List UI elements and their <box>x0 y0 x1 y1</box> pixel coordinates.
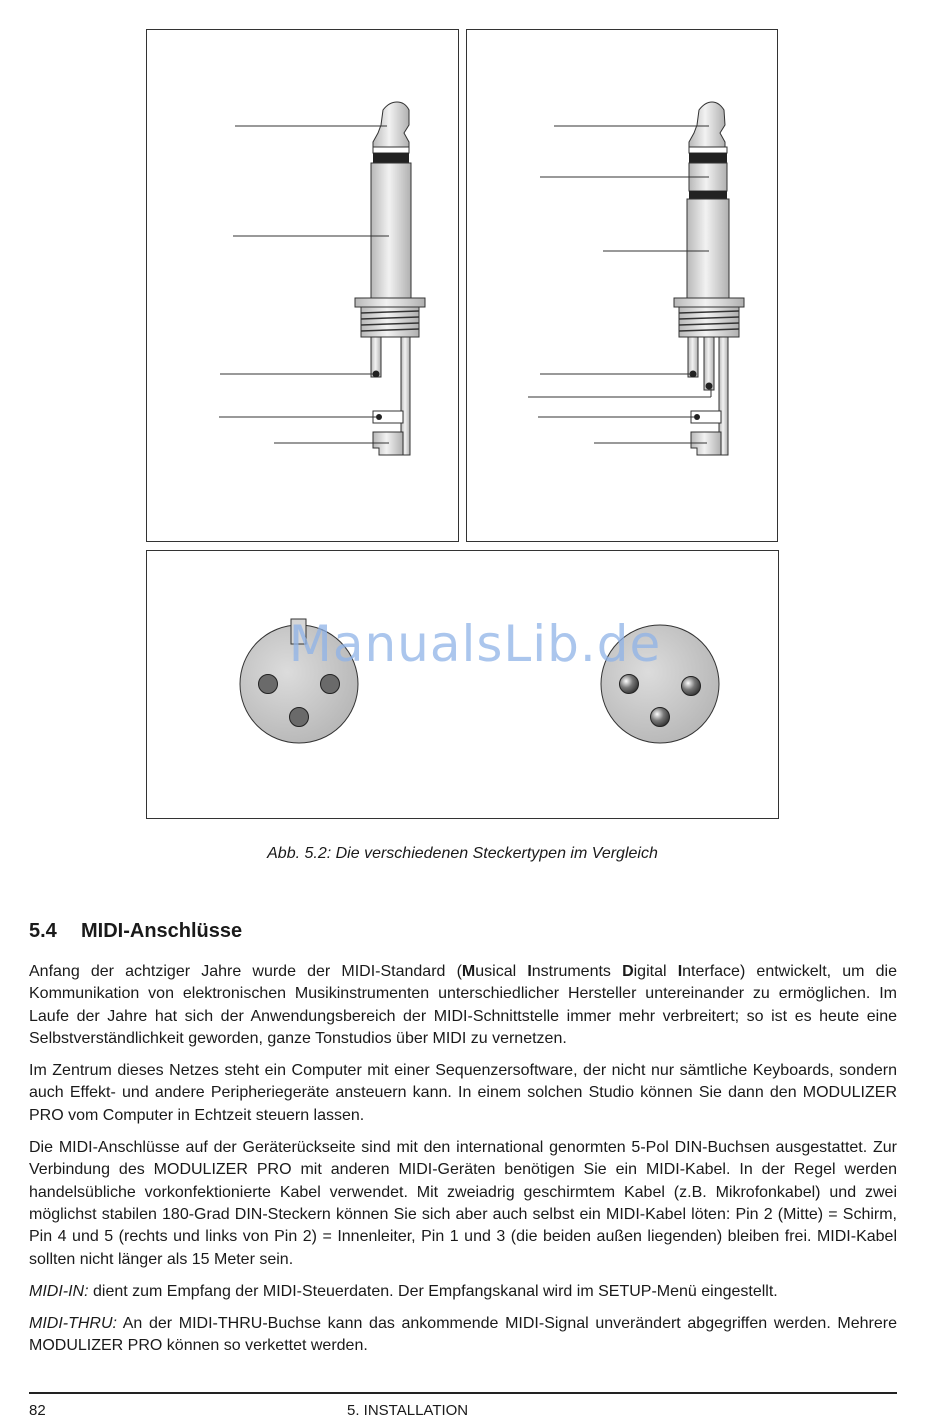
collar <box>674 298 744 307</box>
midi-in-text: dient zum Empfang der MIDI-Steuerdaten. Der Empfangskanal wird im SETUP-Menü eingestellt. <box>88 1282 778 1300</box>
leader-lines <box>528 126 711 443</box>
chapter-title: 5. INSTALLATION <box>347 1402 469 1419</box>
xlr-female-socket-1 <box>259 675 278 694</box>
black-insulator-1 <box>689 153 727 163</box>
black-insulator <box>373 153 409 163</box>
stereo-jack-drawing <box>467 30 779 543</box>
xlr-male-pin-3 <box>651 708 670 727</box>
midi-in-label: MIDI-IN: <box>29 1282 89 1300</box>
leader-lines <box>219 126 389 443</box>
footer-rule <box>29 1392 897 1394</box>
xlr-male-pin-1 <box>620 675 639 694</box>
p1-text-c: nstruments <box>531 963 623 980</box>
p1-text-a: Anfang der achtziger Jahre wurde der MIDI-Standard ( <box>29 963 462 980</box>
paragraph-1 <box>29 961 897 1050</box>
black-insulator-2 <box>689 191 727 199</box>
mono-jack-drawing <box>147 30 460 543</box>
section-number: 5.4 <box>29 920 57 942</box>
p1-bold-i2: I <box>677 963 683 980</box>
p1-bold-m: M <box>461 963 476 980</box>
paragraph-midi-thru <box>29 1313 897 1358</box>
sleeve <box>371 163 411 298</box>
mono-jack-diagram <box>146 29 459 542</box>
section-heading <box>29 920 242 943</box>
paragraph-3: Die MIDI-Anschlüsse auf der Geräterückseite sind mit den international genormten 5-Pol DIN-Buchsen ausgestattet. Zur Verbindung des MODULIZER PRO mit anderen MIDI-Geräten benötigen Sie ein MIDI-Kabel. In der Regel werden handelsübliche vorkonfektionierte Kabel verwendet. Mit zweiadrig geschirmtem Kabel (z.B. Mikrofonkabel) und zwei möglichst stabilen 180-Grad DIN-Steckern können Sie sich aber auch selbst ein MIDI-Kabel löten: Pin 2 (Mitte) = Schirm, Pin 4 und 5 (rechts und links von Pin 2) = Innenleiter, Pin 1 und 3 (die beiden außen liegenden) bleiben frei. MIDI-Kabel sollten nicht länger als 15 Meter sein. <box>29 1139 897 1268</box>
insulator-ring <box>373 147 409 153</box>
p1-bold-i: I <box>527 963 532 980</box>
paragraph-midi-in <box>29 1281 897 1303</box>
tip-contact <box>689 102 725 147</box>
xlr-diagram <box>146 550 779 819</box>
collar <box>355 298 425 307</box>
section-title: MIDI-Anschlüsse <box>81 920 243 942</box>
ring-leg <box>704 337 714 390</box>
xlr-male-pin-2 <box>682 677 701 696</box>
p1-text-b: usical <box>475 963 528 980</box>
midi-thru-text: An der MIDI-THRU-Buchse kann das ankommende MIDI-Signal unverändert abgegriffen werden. Mehrere MODULIZER PRO können so verkettet werden. <box>29 1315 897 1355</box>
xlr-female-socket-2 <box>321 675 340 694</box>
xlr-female-socket-3 <box>290 708 309 727</box>
tip-solder-point <box>373 371 380 378</box>
paragraph-2: Im Zentrum dieses Netzes steht ein Computer mit einer Sequenzersoftware, der nicht nur sämtliche Keyboards, sondern auch Effekt- und andere Peripheriegeräte ansteuern kann. In einem solchen Studio können Sie dann den MODULIZER PRO vom Computer in Echtzeit steuern lassen. <box>29 1062 897 1124</box>
body-text <box>29 961 897 1368</box>
watermark: ManualsLib.de <box>288 615 662 673</box>
sleeve <box>687 199 729 298</box>
tip-contact <box>373 102 409 147</box>
p1-text-e: nterface) entwickelt, um die Kommunikation von elektronischen Musikinstrumenten unterschiedlicher Hersteller untereinander zu ermöglichen. Im Laufe der Jahre hat sich der Anwendungsbereich der MIDI-Schnittstelle immer mehr verbreitert; so ist es heute eine Selbstverständlichkeit geworden, ganze Tonstudios über MIDI zu vernetzen. <box>29 963 898 1047</box>
p1-bold-d: D <box>622 963 634 980</box>
figure-caption: Abb. 5.2: Die verschiedenen Steckertypen im Vergleich <box>267 845 658 862</box>
stereo-jack-diagram <box>466 29 778 542</box>
xlr-female-key <box>291 619 306 644</box>
page-number: 82 <box>29 1402 46 1419</box>
p1-text-d: igital <box>633 963 678 980</box>
xlr-drawing <box>147 551 780 820</box>
insulator-ring-1 <box>689 147 727 153</box>
midi-thru-label: MIDI-THRU: <box>29 1315 117 1333</box>
